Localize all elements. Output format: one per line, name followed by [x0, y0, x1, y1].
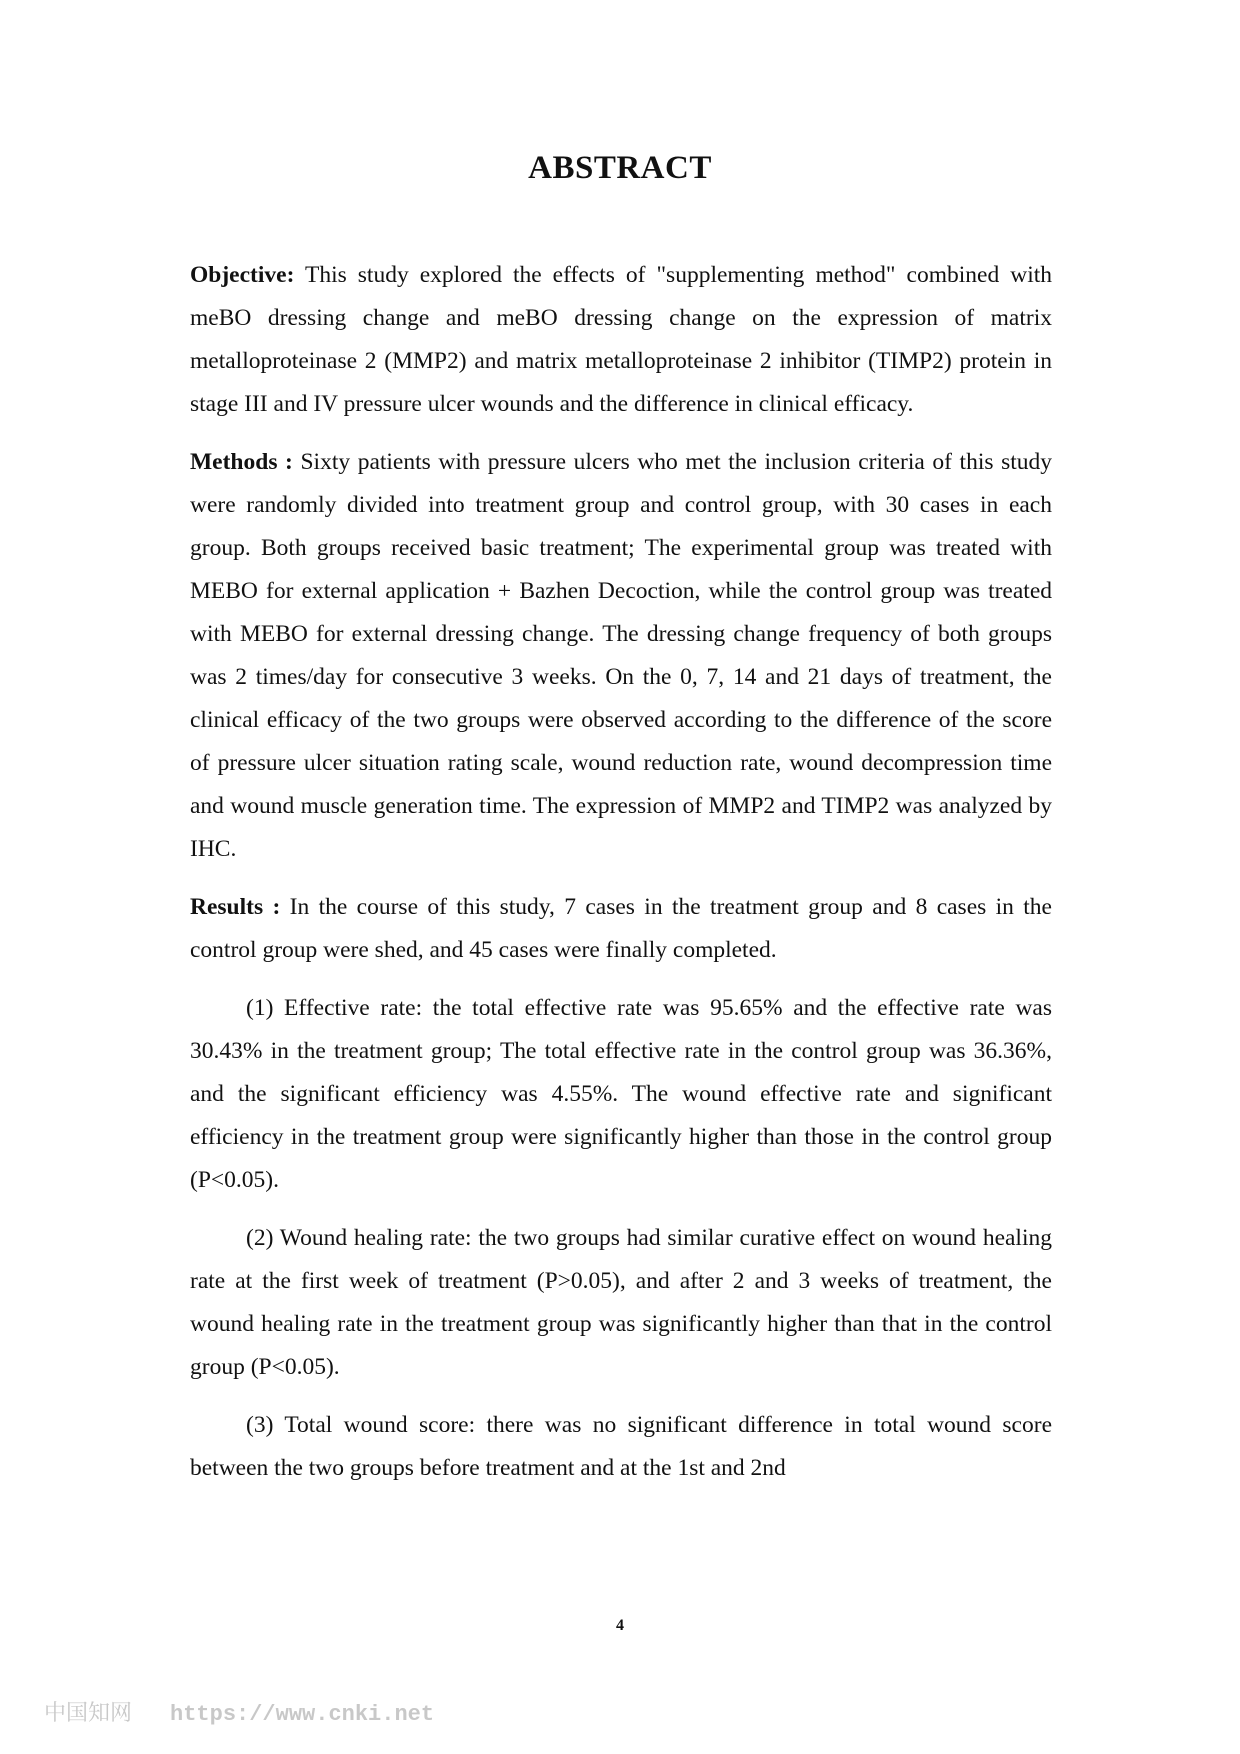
results-text: In the course of this study, 7 cases in the treatment group and 8 cases in the control group were shed, and 45 cases were finally completed.	[190, 894, 1052, 963]
objective-label: Objective:	[190, 262, 295, 288]
methods-label: Methods :	[190, 449, 293, 475]
page-title: ABSTRACT	[528, 150, 712, 186]
results-paragraph	[190, 886, 1052, 972]
objective-text: This study explored the effects of "supplementing method" combined with meBO dressing change and meBO dressing change on the expression of matrix metalloproteinase 2 (MMP2) and matrix metalloproteinase 2 inhibitor (TIMP2) protein in stage III and IV pressure ulcer wounds and the difference in clinical efficacy.	[190, 262, 1052, 417]
result-item-total-wound-score: (3) Total wound score: there was no significant difference in total wound score between the two groups before treatment and at the 1st and 2nd	[190, 1412, 1052, 1481]
methods-text: Sixty patients with pressure ulcers who met the inclusion criteria of this study were randomly divided into treatment group and control group, with 30 cases in each group. Both groups received basic treatment; The experimental group was treated with MEBO for external application + Bazhen Decoction, while the control group was treated with MEBO for external dressing change. The dressing change frequency of both groups was 2 times/day for consecutive 3 weeks. On the 0, 7, 14 and 21 days of treatment, the clinical efficacy of the two groups were observed according to the difference of the score of pressure ulcer situation rating scale, wound reduction rate, wound decompression time and wound muscle generation time. The expression of MMP2 and TIMP2 was analyzed by IHC.	[190, 449, 1053, 862]
watermark-cn-text: 中国知网	[44, 1701, 133, 1726]
objective-paragraph	[190, 254, 1052, 426]
watermark-url: https://www.cnki.net	[170, 1702, 435, 1727]
result-item-effective-rate: (1) Effective rate: the total effective rate was 95.65% and the effective rate was 30.43% in the treatment group; The total effective rate in the control group was 36.36%, and the significant efficiency was 4.55%. The wound effective rate and significant efficiency in the treatment group were significantly higher than those in the control group (P<0.05).	[190, 995, 1052, 1193]
page-number: 4	[616, 1617, 624, 1634]
methods-paragraph	[190, 441, 1052, 871]
results-label: Results :	[190, 894, 281, 920]
result-item-wound-healing-rate: (2) Wound healing rate: the two groups had similar curative effect on wound healing rate at the first week of treatment (P>0.05), and after 2 and 3 weeks of treatment, the wound healing rate in the treatment group was significantly higher than that in the control group (P<0.05).	[190, 1225, 1052, 1380]
abstract-body	[190, 254, 1052, 1505]
watermark	[44, 1696, 434, 1727]
